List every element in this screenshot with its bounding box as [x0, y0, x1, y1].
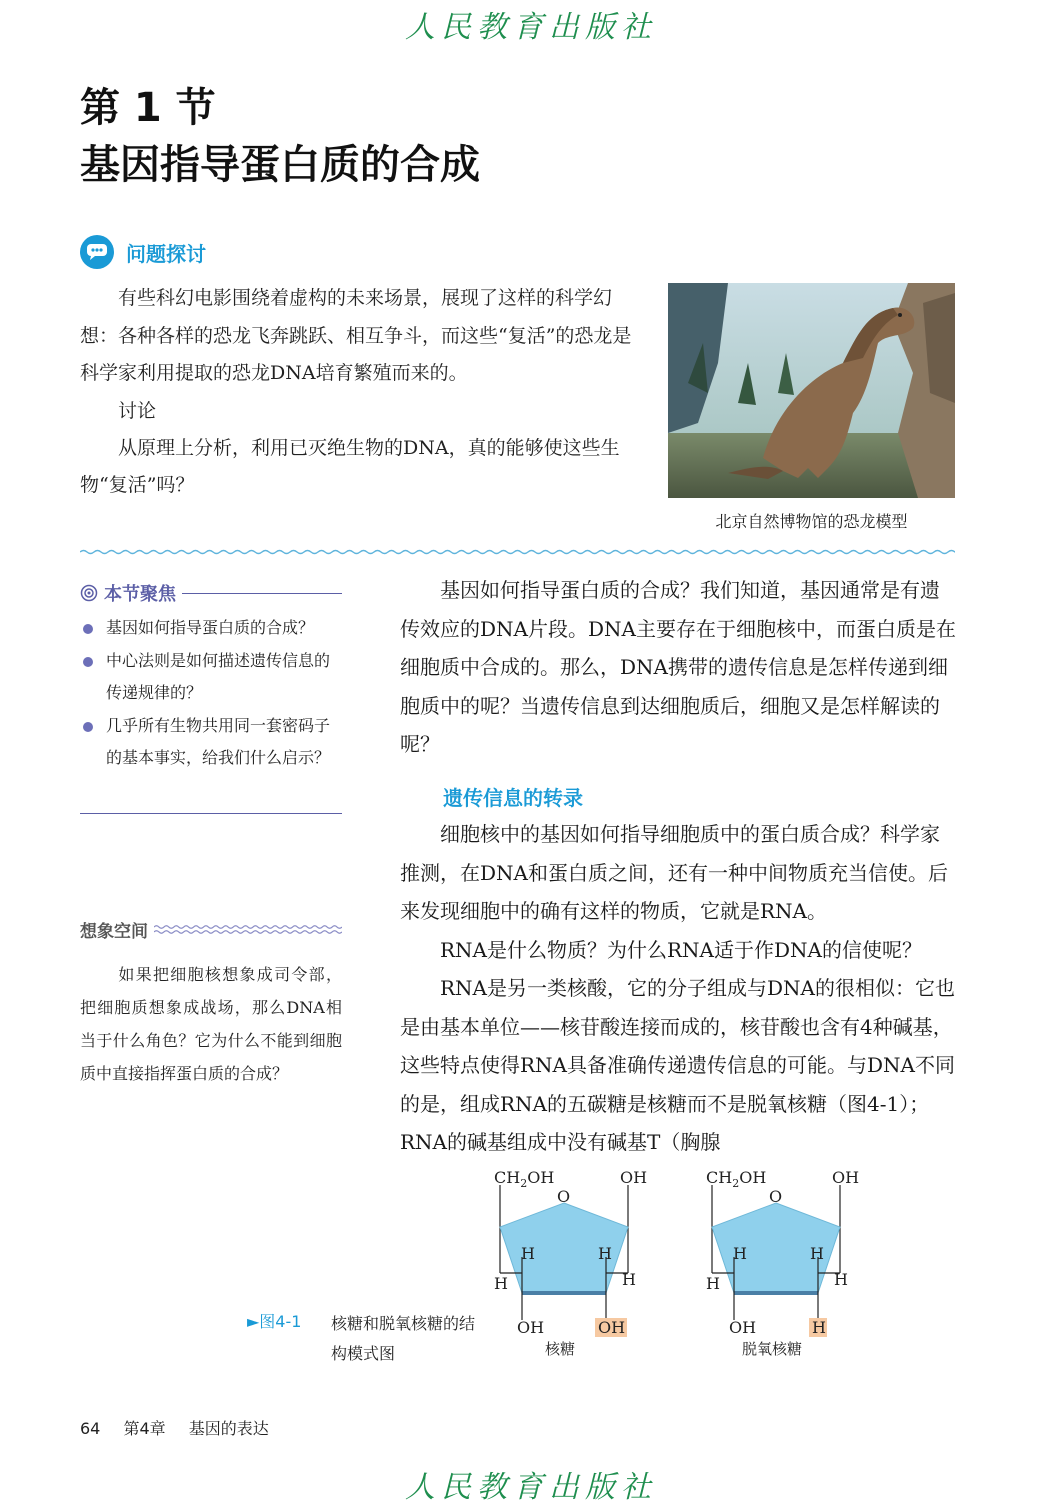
- deoxyribose-oh-top-label: OH: [832, 1168, 860, 1187]
- section-title: 基因指导蛋白质的合成: [80, 142, 480, 188]
- main-body: [400, 815, 956, 1162]
- ribose-diagram: [460, 1165, 660, 1365]
- list-item: [80, 612, 342, 645]
- body-paragraph-3: RNA是另一类核酸，它的分子组成与DNA的很相似：它也是由基本单位——核苷酸连接而成的，核苷酸也含有4种碱基，这些特点使得RNA具备准确传递遗传信息的可能。与DNA不同的是，组成RNA的五碳糖是核糖而不是脱氧核糖（图4-1）；RNA的碱基组成中没有碱基T（胸腺: [400, 976, 955, 1154]
- ribose-name: 核糖: [544, 1340, 576, 1358]
- intro-paragraph: 基因如何指导蛋白质的合成？我们知道，基因通常是有遗传效应的DNA片段。DNA主要存在于细胞核中，而蛋白质是在细胞质中合成的。那么，DNA携带的遗传信息是怎样传递到细胞质中的呢？当遗传信息到达细胞质后，细胞又是怎样解读的呢？: [400, 578, 956, 756]
- deoxyribose-diagram: [672, 1165, 872, 1365]
- photo-caption: 北京自然博物馆的恐龙模型: [715, 512, 908, 531]
- page-number: 64: [80, 1419, 101, 1438]
- chapter-title: 基因的表达: [188, 1419, 269, 1438]
- chapter-number: 第4章: [123, 1419, 166, 1438]
- deoxyribose-ch2oh-label: $CH_2OH$: [706, 1168, 767, 1190]
- list-item: [80, 710, 342, 775]
- deoxyribose-bottom-left-label: OH: [729, 1318, 757, 1337]
- ribose-bottom-right-label: OH: [598, 1318, 626, 1337]
- dinosaur-photo: [668, 283, 955, 498]
- focus-list: [80, 612, 342, 775]
- deoxyribose-h-inner-left-label: H: [733, 1244, 747, 1263]
- imagination-text: 如果把细胞核想象成司令部，把细胞质想象成战场，那么DNA相当于什么角色？它为什么不能到细胞质中直接指挥蛋白质的合成？: [80, 965, 342, 1083]
- ribose-ch2oh-label: $CH_2OH$: [494, 1168, 555, 1190]
- publisher-logo-top: 人民教育出版社: [405, 10, 657, 45]
- focus-header: [80, 580, 342, 606]
- figure-title: 核糖和脱氧核糖的结构模式图: [331, 1314, 476, 1363]
- bullet-icon: [83, 722, 93, 732]
- imagination-heading: 想象空间: [80, 921, 148, 942]
- focus-heading: 本节聚焦: [104, 584, 176, 605]
- publisher-logo-bottom: 人民教育出版社: [405, 1470, 657, 1505]
- discussion-paragraph: 有些科幻电影围绕着虚构的未来场景，展现了这样的科学幻想：各种各样的恐龙飞奔跳跃、相互争斗，而这些“复活”的恐龙是科学家利用提取的恐龙DNA培育繁殖而来的。: [80, 287, 632, 384]
- discussion-heading: 问题探讨: [126, 241, 206, 266]
- deoxyribose-h-right-label: H: [834, 1270, 848, 1289]
- ribose-o-label: O: [557, 1187, 571, 1206]
- focus-bottom-rule: [80, 813, 342, 814]
- ribose-h-right-label: H: [622, 1270, 636, 1289]
- ribose-h-inner-left-label: H: [521, 1244, 535, 1263]
- page-footer: [80, 1416, 287, 1439]
- wavy-divider: [80, 544, 955, 558]
- focus-item-text: 基因如何指导蛋白质的合成？: [106, 618, 315, 637]
- deoxyribose-h-inner-right-label: H: [810, 1244, 824, 1263]
- focus-rule: [182, 593, 342, 594]
- section-number: 第 1 节: [80, 85, 216, 131]
- focus-item-text: 中心法则是如何描述遗传信息的传递规律的？: [106, 650, 331, 702]
- deoxyribose-bottom-right-label: H: [812, 1318, 826, 1337]
- bullet-icon: [83, 657, 93, 667]
- deoxyribose-name: 脱氧核糖: [741, 1340, 803, 1358]
- ribose-h-left-label: H: [494, 1274, 508, 1293]
- discussion-question: 从原理上分析，利用已灭绝生物的DNA，真的能够使这些生物“复活”吗？: [80, 436, 620, 496]
- chat-bubble-icon: [80, 235, 114, 269]
- target-icon: [80, 584, 98, 602]
- main-intro: [400, 571, 956, 764]
- body-paragraph-1: 细胞核中的基因如何指导细胞质中的蛋白质合成？科学家推测，在DNA和蛋白质之间，还有一种中间物质充当信使。后来发现细胞中的确有这样的物质，它就是RNA。: [400, 822, 948, 923]
- focus-item-text: 几乎所有生物共用同一套密码子的基本事实，给我们什么启示？: [106, 715, 331, 767]
- discussion-header: [80, 234, 206, 270]
- discussion-body: [80, 280, 636, 505]
- list-item: [80, 645, 342, 710]
- ribose-bottom-left-label: OH: [517, 1318, 545, 1337]
- subsection-title: 遗传信息的转录: [443, 786, 583, 810]
- body-paragraph-2: RNA是什么物质？为什么RNA适于作DNA的信使呢？: [440, 937, 922, 962]
- imagination-header: [80, 916, 342, 942]
- deoxyribose-h-left-label: H: [706, 1274, 720, 1293]
- figure-label: ►图4-1: [247, 1312, 302, 1331]
- bullet-icon: [83, 624, 93, 634]
- wavy-rule: [154, 922, 342, 936]
- ribose-h-inner-right-label: H: [598, 1244, 612, 1263]
- discussion-label: 讨论: [118, 399, 157, 422]
- ribose-oh-top-label: OH: [620, 1168, 648, 1187]
- deoxyribose-o-label: O: [769, 1187, 783, 1206]
